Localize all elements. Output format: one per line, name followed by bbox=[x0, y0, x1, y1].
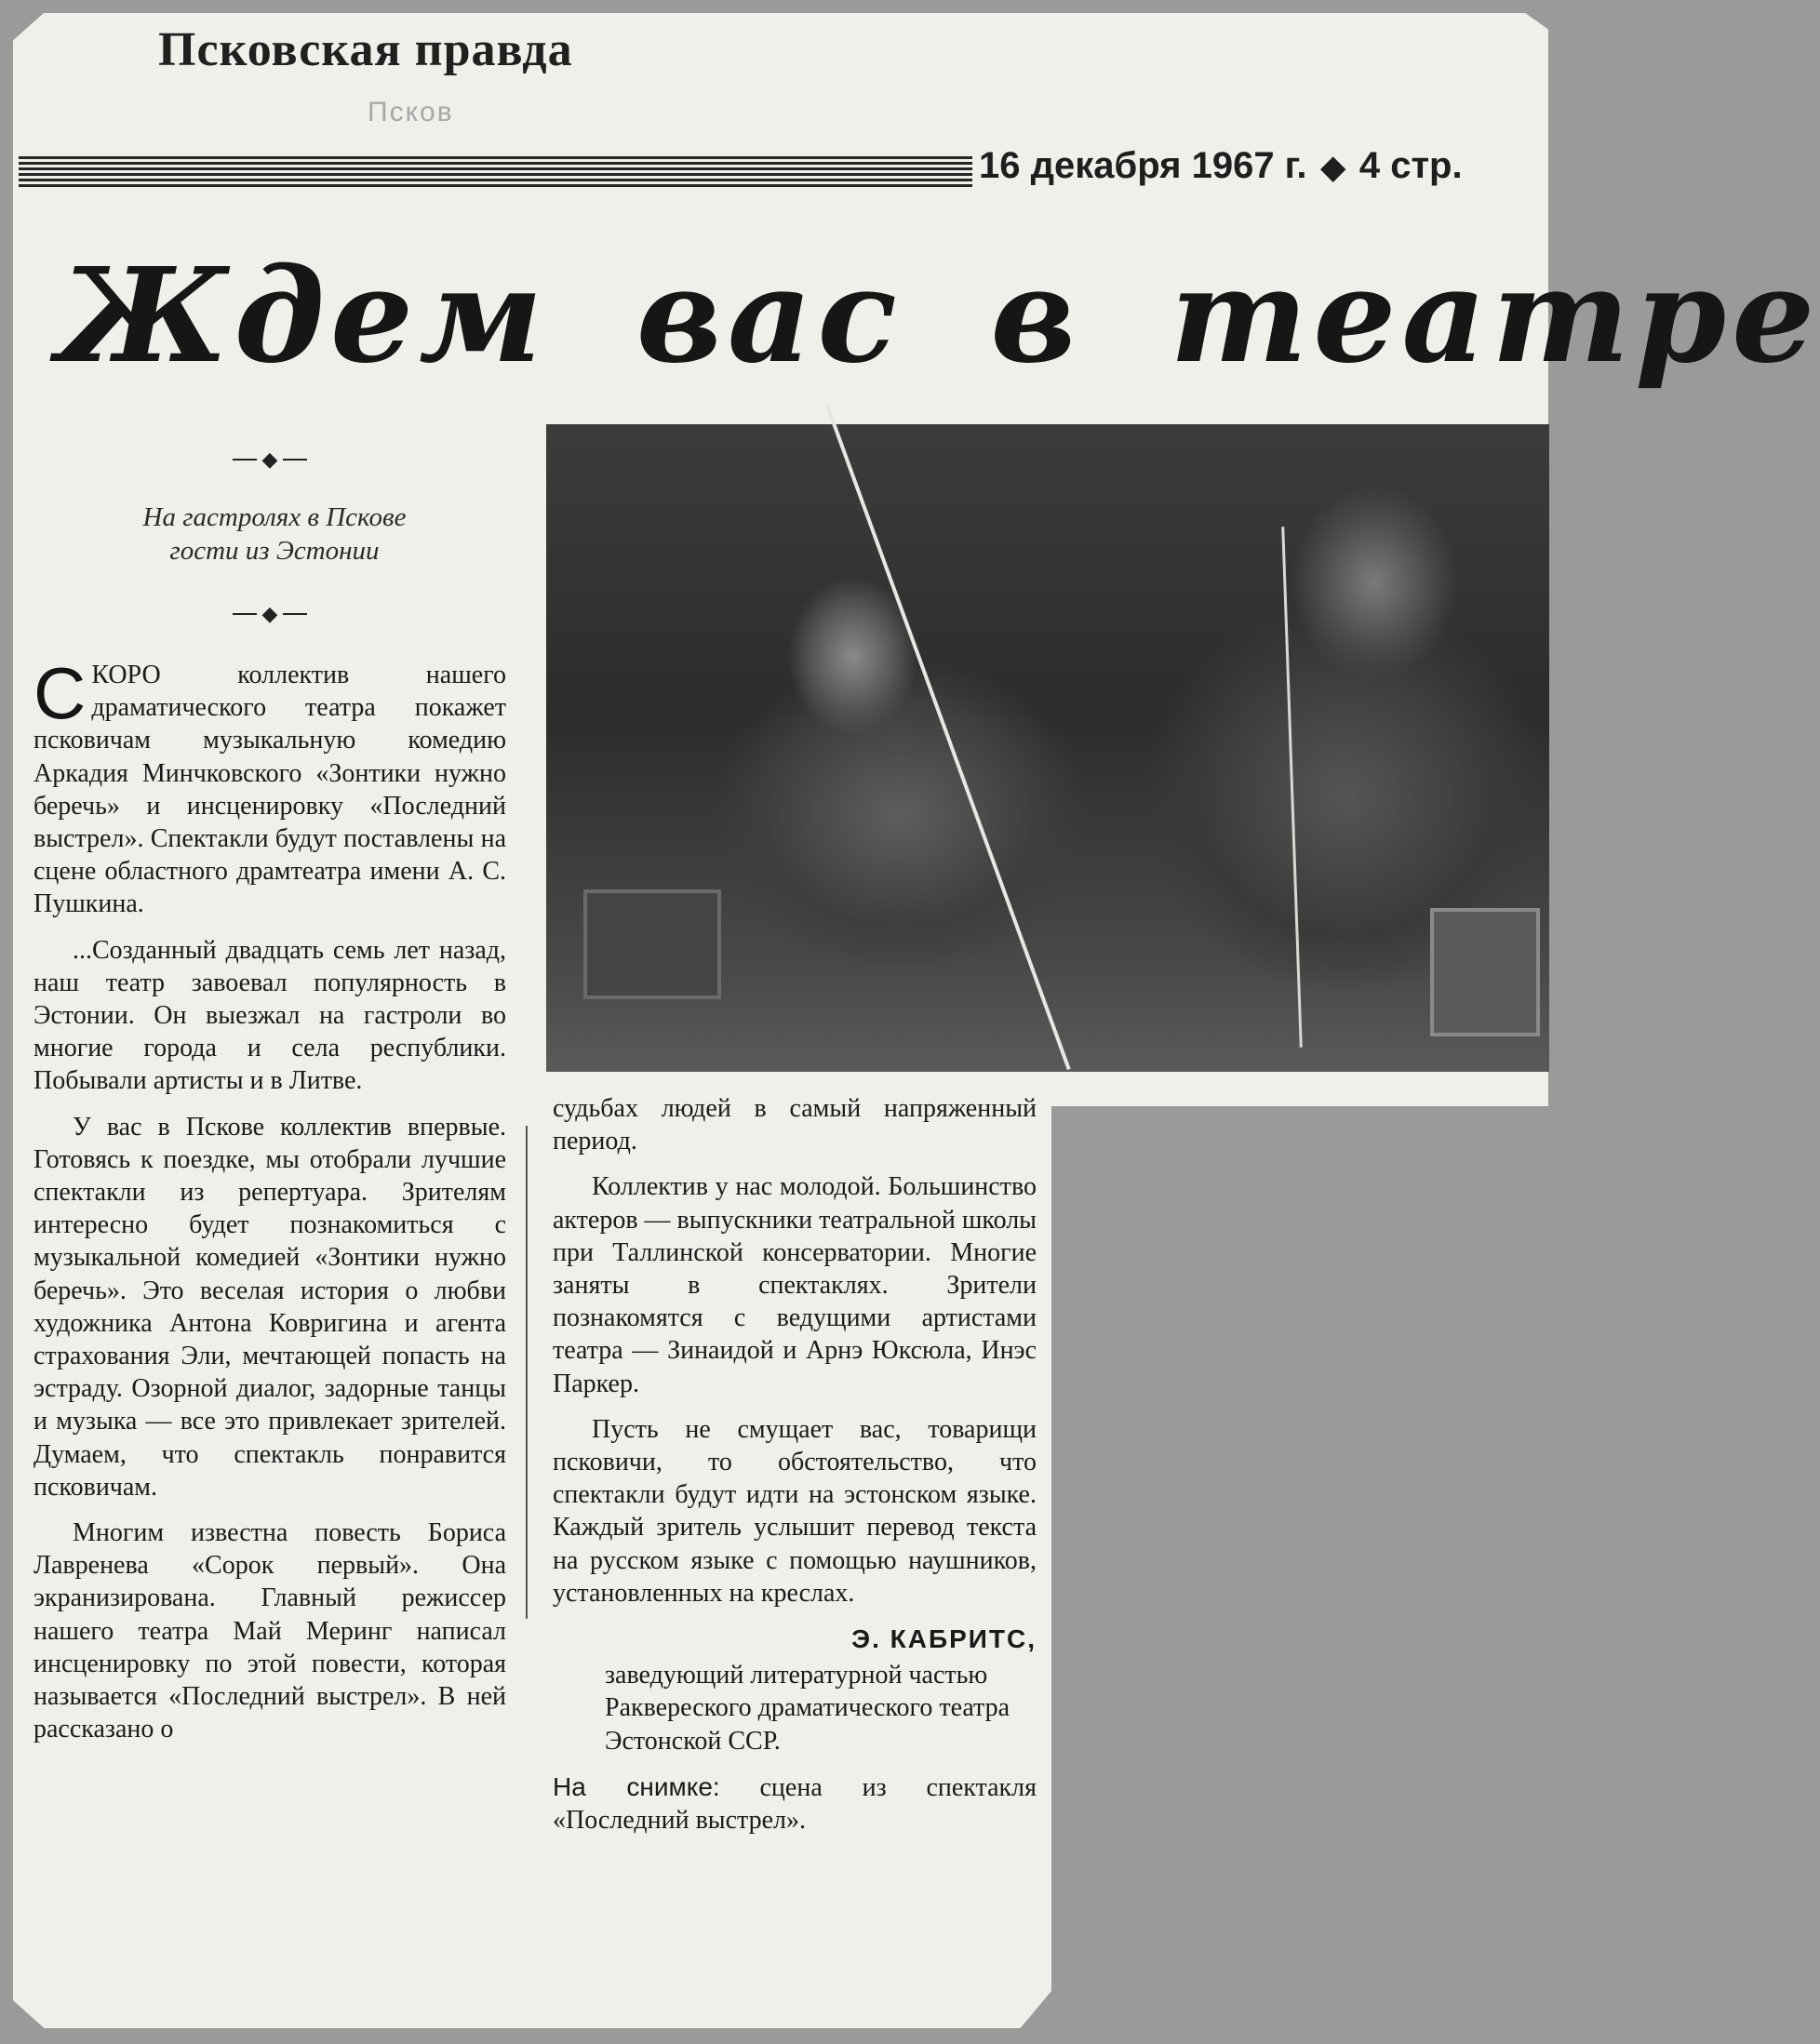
subhead-line: гости из Эстонии bbox=[169, 536, 380, 566]
author-position: заведующий литературной частью Раквереского драматического театра Эстонской ССР. bbox=[605, 1661, 1010, 1756]
photo-box bbox=[1430, 908, 1540, 1036]
paragraph: ...Созданный двадцать семь лет назад, наш театр завоевал популярность в Эстонии. Он выезжал на гастроли во многие города и села республики. Побывали артисты и в Литве. bbox=[33, 935, 506, 1096]
article-subhead bbox=[56, 501, 493, 568]
masthead-rule bbox=[19, 156, 972, 190]
newspaper-name: Псковская правда bbox=[158, 23, 573, 76]
diamond-separator-icon: ◆ bbox=[1320, 150, 1345, 185]
article-photo bbox=[546, 424, 1549, 1072]
paper-crease bbox=[1281, 527, 1303, 1048]
paragraph: У вас в Пскове коллектив впервые. Готовясь к поездке, мы отобрали лучшие спектакли из репертуара. Зрителям интересно будет познакомиться с музыкальной комедией «Зонтики нужно беречь». Это веселая история о любви художника Антона Ковригина и агента страхования Эли, мечтающей попасть на эстраду. Озорной диалог, задорные танцы и музыка — все это привлекает зрителей. Думаем, что спектакль понравится псковичам. bbox=[33, 1112, 506, 1502]
article-column-1 bbox=[33, 652, 506, 1759]
dateline bbox=[979, 145, 1463, 187]
subhead-line: На гастролях в Пскове bbox=[142, 502, 407, 532]
column-divider bbox=[526, 1126, 528, 1619]
paragraph: Коллектив у нас молодой. Большинство актеров — выпускники театральной школы при Таллинской консерватории. Многие заняты в спектаклях. Зрители познакомятся с ведущими артистами театра — Зинаидой и Арнэ Юксюла, Инэс Паркер. bbox=[553, 1172, 1037, 1398]
page-number: 4 стр. bbox=[1358, 145, 1463, 186]
article-headline: Ждем вас в театре bbox=[58, 240, 1820, 393]
paragraph: Пусть не смущает вас, товарищи псковичи, то обстоятельство, что спектакли будут идти на эстонском языке. Каждый зритель услышит перевод текста на русском языке с помощью наушников, установленных на креслах. bbox=[553, 1414, 1037, 1608]
author-name: Э. КАБРИТС, bbox=[851, 1624, 1037, 1654]
paragraph: Многим известна повесть Бориса Лавренева «Сорок первый». Она экранизирована. Главный режиссер нашего театра Май Меринг написал инсценировку по этой повести, которая называется «Последний выстрел». В ней рассказано о bbox=[33, 1518, 506, 1744]
ornament-diamond-icon: ◆ bbox=[233, 450, 307, 469]
drop-cap: С bbox=[33, 652, 87, 734]
issue-date: 16 декабря 1967 г. bbox=[979, 145, 1307, 186]
paper-crease bbox=[825, 405, 1071, 1071]
photo-caption: На снимке: сцена из спектакля «Последний выстрел». bbox=[553, 1771, 1037, 1836]
article-column-2 bbox=[553, 1092, 1037, 1850]
paragraph: судьбах людей в самый напряженный период. bbox=[553, 1094, 1037, 1156]
paragraph: СКОРО коллектив нашего драматического театра покажет псковичам музыкальную комедию Аркадия Минчковского «Зонтики нужно беречь» и инсценировку «Последний выстрел». Спектакли будут поставлены на сцене областного драмтеатра имени А. С. Пушкина. bbox=[33, 652, 506, 919]
newspaper-city: Псков bbox=[368, 97, 454, 127]
photo-bench bbox=[583, 889, 721, 999]
ornament-diamond-icon: ◆ bbox=[233, 605, 307, 623]
